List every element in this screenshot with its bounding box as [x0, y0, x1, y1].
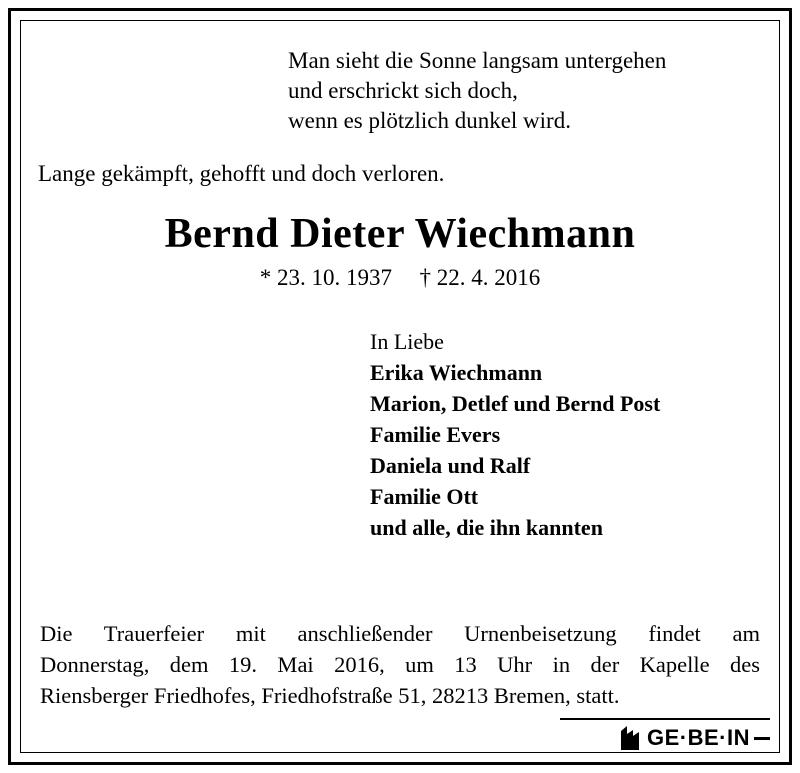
mourner-5: Familie Ott: [370, 484, 479, 509]
poem-line-3: wenn es plötzlich dunkel wird.: [288, 108, 571, 133]
mourner-4: Daniela und Ralf: [370, 453, 531, 478]
poem-line-2: und erschrickt sich doch,: [288, 78, 518, 103]
mourner-2: Marion, Detlef und Bernd Post: [370, 391, 661, 416]
birth-symbol: *: [259, 265, 272, 290]
logo-dash: [754, 737, 770, 740]
notice-content: [30, 30, 770, 750]
funeral-details-line-3: Riensberger Friedhofes, Friedhofstraße 51, 28213 Bremen, statt.: [40, 683, 620, 708]
life-dates: [30, 264, 770, 292]
birth-date: 23. 10. 1937: [277, 265, 392, 290]
funeral-details: [40, 618, 760, 711]
funeral-details-line-2: Donnerstag, dem 19. Mai 2016, um 13 Uhr in der Kapelle des: [40, 652, 760, 677]
death-date: 22. 4. 2016: [436, 265, 541, 290]
logo-divider: [560, 718, 770, 720]
logo-text: GE·BE·IN: [647, 725, 750, 750]
mourners-block: [30, 326, 770, 543]
death-symbol: †: [419, 265, 431, 290]
funeral-details-line-1: Die Trauerfeier mit anschließender Urnenbeisetzung findet am: [40, 621, 760, 646]
gebein-mark-icon: [619, 725, 641, 751]
company-logo: [619, 724, 770, 752]
poem-line-1: Man sieht die Sonne langsam untergehen: [288, 48, 667, 73]
intro-line: Lange gekämpft, gehofft und doch verloren.: [38, 161, 445, 186]
mourner-3: Familie Evers: [370, 422, 501, 447]
mourner-6: und alle, die ihn kannten: [370, 515, 603, 540]
mourners-lead: In Liebe: [370, 329, 444, 354]
mourner-1: Erika Wiechmann: [370, 360, 543, 385]
deceased-name: Bernd Dieter Wiechmann: [164, 211, 636, 257]
poem-block: [30, 46, 770, 136]
